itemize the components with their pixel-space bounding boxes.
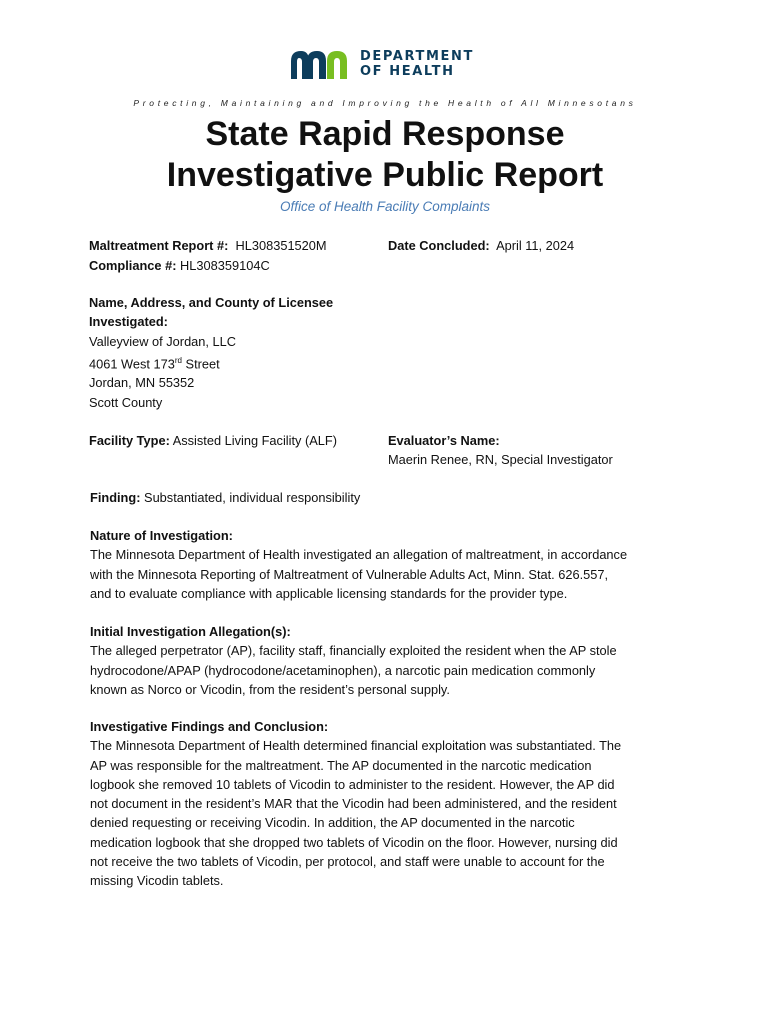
maltreatment-label: Maltreatment Report #: [89,238,229,253]
licensee-city: Jordan, MN 55352 [89,375,195,391]
compliance-value: HL308359104C [180,258,270,273]
mn-state-logo-icon [291,51,353,79]
findings-line: not document in the resident’s MAR that the Vicodin had been administered, and the resident [90,796,617,812]
evaluator-value: Maerin Renee, RN, Special Investigator [388,452,613,468]
allegation-line: hydrocodone/APAP (hydrocodone/acetaminophen), a narcotic pain medication commonly [90,662,596,678]
maltreatment-value: HL308351520M [235,238,327,253]
findings-line: missing Vicodin tablets. [90,873,224,889]
mdh-logo [291,47,481,81]
compliance-line [89,256,270,275]
finding-value: Substantiated, individual responsibility [144,490,361,505]
licensee-label-line-1: Name, Address, and County of Licensee [89,295,334,310]
title-line-2: Investigative Public Report [166,156,604,194]
nature-line: The Minnesota Department of Health investigated an allegation of maltreatment, in accordance [90,547,628,563]
logo-text [360,49,474,79]
logo-line-1: DEPARTMENT [360,49,474,64]
facility-type-label: Facility Type: [89,433,170,448]
findings-line: logbook she removed 10 tablets of Vicodin to administer to the resident. However, the AP did [90,776,615,792]
allegation-line: The alleged perpetrator (AP), facility staff, financially exploited the resident when the AP stole [90,643,617,659]
licensee-street [89,351,333,374]
licensee-label-line-2: Investigated: [89,314,168,330]
maltreatment-report-line [89,236,327,255]
facility-type-value: Assisted Living Facility (ALF) [172,433,337,448]
nature-line: with the Minnesota Reporting of Maltreatment of Vulnerable Adults Act, Minn. Stat. 626.557, [90,566,609,582]
date-value: April 11, 2024 [496,238,575,253]
page-subtitle: Office of Health Facility Complaints [279,199,491,214]
findings-line: denied requesting or receiving Vicodin. In addition, the AP documented in the narcotic [90,815,575,831]
findings-line: medication logbook that she dropped two tablets of Vicodin on the floor. However, nursing did [90,834,618,850]
evaluator-label: Evaluator’s Name: [388,433,500,448]
licensee-block [89,293,333,412]
findings-line: AP was responsible for the maltreatment. The AP documented in the narcotic medication [90,757,592,773]
compliance-label: Compliance #: [89,258,177,273]
findings-line: The Minnesota Department of Health determined financial exploitation was substantiated. The [90,738,622,754]
licensee-county: Scott County [89,394,163,410]
nature-line: and to evaluate compliance with applicable licensing standards for the provider type. [90,585,568,601]
finding-label: Finding: [90,490,141,505]
nature-section [90,526,690,603]
findings-section [90,717,690,891]
findings-line: not receive the two tablets of Vicodin, per protocol, and staff were unable to account for the [90,854,605,870]
tagline: Protecting, Maintaining and Improving the Health of All Minnesotans [133,98,637,108]
street-number: 4061 West 173 [89,356,175,372]
nature-heading: Nature of Investigation: [90,528,233,543]
evaluator-block [388,431,613,470]
street-suffix: rd [174,355,182,365]
title-line-1: State Rapid Response [205,115,565,153]
allegation-section [90,622,690,699]
allegation-line: known as Norco or Vicodin, from the resident’s personal supply. [90,681,450,697]
page-title [0,114,770,196]
logo-line-2: OF HEALTH [360,64,455,79]
licensee-name: Valleyview of Jordan, LLC [89,333,237,349]
allegation-heading: Initial Investigation Allegation(s): [90,624,291,639]
finding-line [90,488,690,507]
facility-type-line [89,431,337,450]
street-name: Street [181,356,220,372]
date-concluded-line [388,236,574,255]
findings-heading: Investigative Findings and Conclusion: [90,719,329,734]
date-label: Date Concluded: [388,238,490,253]
